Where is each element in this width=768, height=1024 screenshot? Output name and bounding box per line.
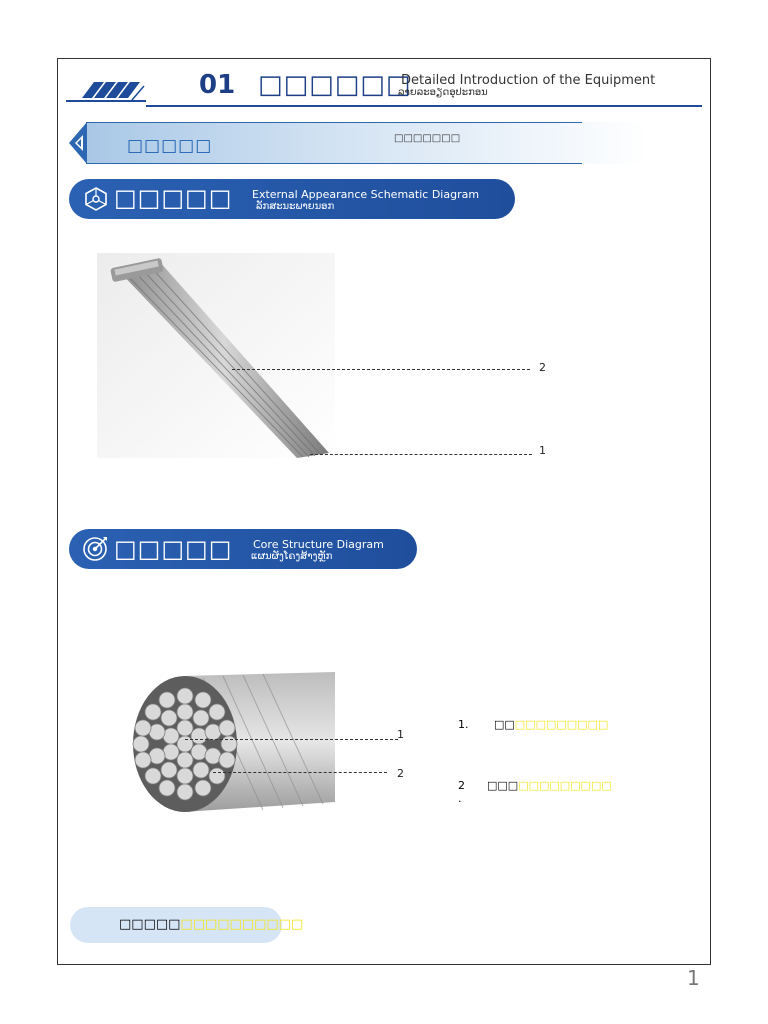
footer-note: [119, 917, 303, 932]
core-title: □□□□□: [114, 535, 233, 563]
page-title-lao: ລາຍລະອຽດອຸປະກອນ: [398, 87, 488, 98]
target-icon: [81, 535, 109, 563]
ribbon-bottom-rule: [86, 163, 582, 164]
note-highlight: □□□□□□□□□: [518, 779, 612, 792]
page-title: □□□□□□: [258, 70, 412, 100]
callout-label: 1: [539, 444, 546, 457]
core-callout-label: 1: [397, 728, 404, 741]
chevron-left-icon: [67, 122, 87, 164]
core-leader-line-1: [185, 739, 398, 740]
section-number: 01: [199, 70, 236, 100]
cable-core-photo: [113, 670, 335, 820]
cable-appearance-photo: [97, 253, 335, 458]
section-title: □□□□□: [127, 136, 213, 156]
page-title-english: Detailed Introduction of the Equipment: [401, 73, 656, 88]
core-callout-label: 2: [397, 767, 404, 780]
appearance-title-lao: ລັກສະນະພາຍນອກ: [256, 201, 335, 212]
footer-note-highlight: □□□□□□□□□□: [180, 917, 304, 932]
core-title-lao: ແຜນຜັງໂຄງສ້າງຫຼັກ: [251, 551, 333, 562]
header-rule: [146, 105, 702, 107]
core-title-english: Core Structure Diagram: [253, 538, 384, 551]
note-text: [494, 718, 608, 731]
leader-line-2: [232, 369, 530, 370]
ribbon-top-rule: [86, 122, 582, 123]
note-number: 1.: [458, 718, 469, 731]
page-number: 1: [687, 966, 700, 990]
core-leader-line-2: [213, 772, 387, 773]
note-dot: .: [458, 792, 462, 805]
note-number: 2: [458, 779, 465, 792]
note-highlight: □□□□□□□□□: [514, 718, 609, 731]
appearance-title: □□□□□: [114, 184, 233, 212]
callout-label: 2: [539, 361, 546, 374]
hexagon-network-icon: [82, 185, 110, 213]
note-prefix: □□□: [487, 779, 519, 792]
header-rule-left: [66, 100, 146, 102]
section-subtitle: □□□□□□□: [394, 133, 461, 144]
appearance-title-english: External Appearance Schematic Diagram: [252, 188, 480, 201]
leader-line-1: [310, 454, 532, 455]
note-prefix: □□: [494, 718, 515, 731]
footer-note-prefix: □□□□□: [119, 917, 181, 932]
note-text: [487, 779, 612, 792]
